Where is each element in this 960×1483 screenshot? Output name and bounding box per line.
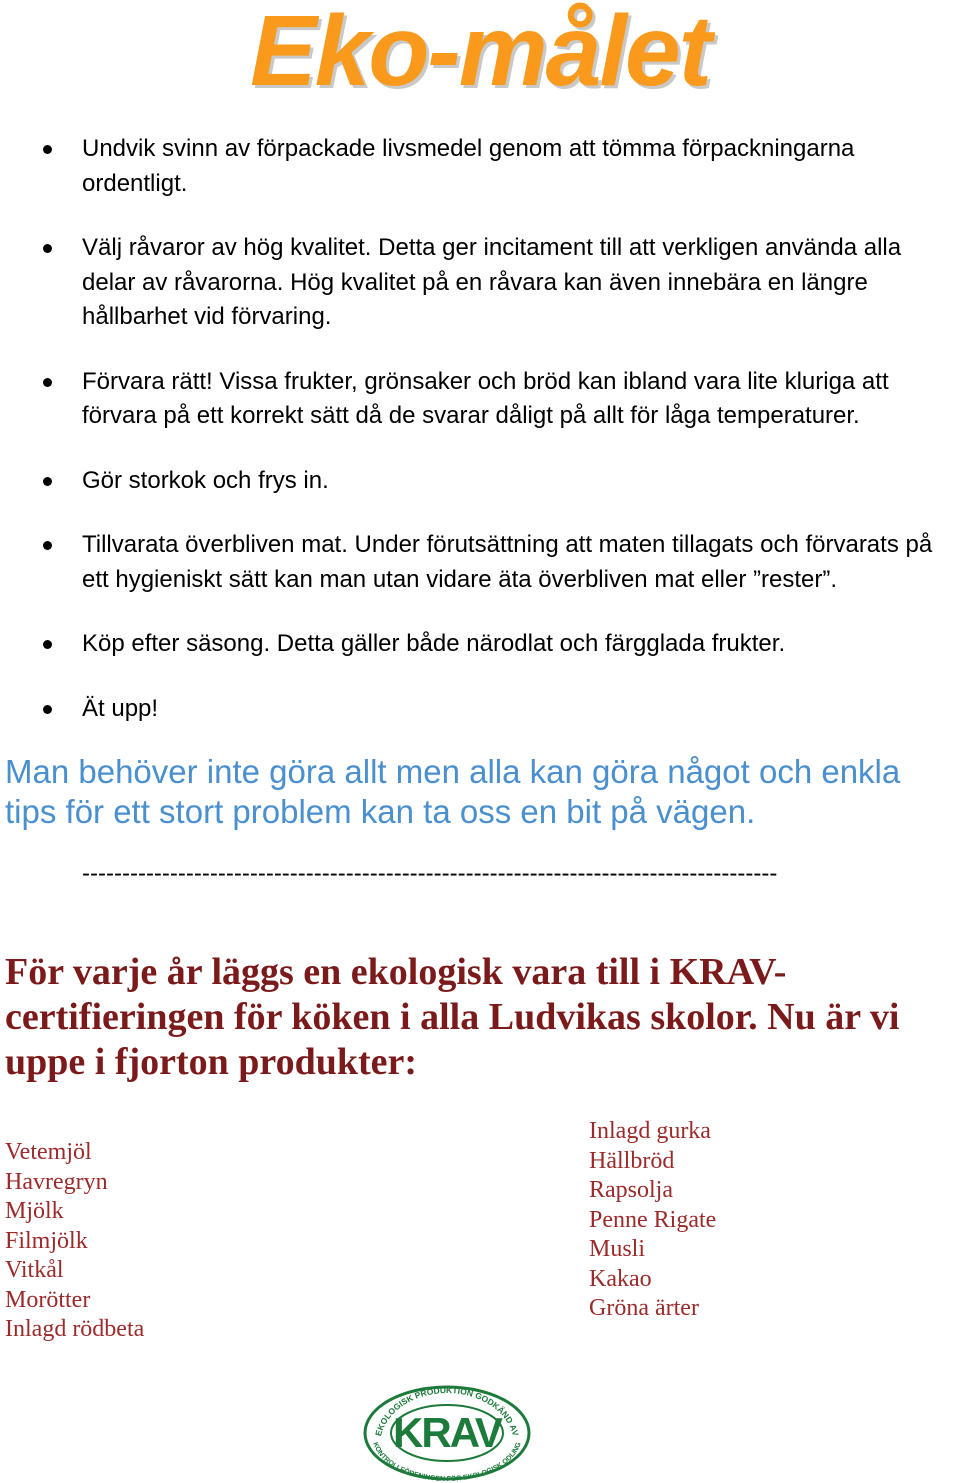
product-item: Inlagd rödbeta (5, 1316, 145, 1342)
bullet-icon (43, 145, 52, 154)
bullet-icon (43, 541, 52, 550)
products-right (589, 1117, 716, 1324)
tagline: Man behöver inte göra allt men alla kan göra något och enkla tips för ett stort problem kan ta oss en bit på vägen. (5, 753, 901, 830)
list-item-text: Ät upp! (82, 694, 159, 722)
list-item-text: Gör storkok och frys in. (82, 466, 329, 494)
divider: --------------------------------------------------------------------------------------- (82, 860, 778, 887)
list-item-text: Förvara rätt! Vissa frukter, grönsaker och bröd kan ibland vara lite kluriga att förvara på ett korrekt sätt då de svarar dåligt på allt för låga temperaturer. (82, 367, 889, 429)
list-item (0, 692, 960, 727)
bullet-icon (43, 378, 52, 387)
list-item (0, 132, 960, 201)
product-item: Penne Rigate (589, 1206, 717, 1233)
list-item (0, 528, 960, 597)
product-item: Gröna ärter (589, 1295, 699, 1321)
product-item: Morötter (5, 1286, 91, 1313)
list-item (0, 627, 960, 662)
product-item: Kakao (589, 1265, 652, 1292)
list-item (0, 365, 960, 434)
product-item: Havregryn (5, 1168, 108, 1195)
product-item: Vetemjöl (5, 1139, 92, 1165)
product-item: Filmjölk (5, 1227, 88, 1254)
krav-heading: För varje år läggs en ekologisk vara till i KRAV-certifieringen för köken i alla Ludvikas skolor. Nu är vi uppe i fjorton produkter: (5, 951, 900, 1083)
product-item: Mjölk (5, 1198, 64, 1224)
product-item: Vitkål (5, 1257, 64, 1283)
tips-list (0, 132, 960, 756)
list-item-text: Köp efter säsong. Detta gäller både närodlat och färgglada frukter. (82, 630, 786, 657)
bullet-icon (43, 705, 52, 714)
products-left (5, 1138, 144, 1345)
logo-ring-top: EKOLOGISK PRODUKTION GODKÄND AV (373, 1384, 521, 1438)
krav-logo (362, 1383, 532, 1481)
product-item: Hällbröd (589, 1147, 675, 1174)
list-item (0, 464, 960, 499)
logo-text: KRAV (393, 1409, 501, 1456)
product-item: Inlagd gurka (589, 1118, 711, 1144)
product-item: Musli (589, 1236, 646, 1262)
list-item (0, 231, 960, 335)
bullet-icon (43, 477, 52, 486)
bullet-icon (43, 244, 52, 253)
page-title: Eko-målet (250, 0, 710, 107)
logo-ring-bottom: KONTROLLFÖRENINGEN FÖR EKOLOGISK ODLING (371, 1441, 523, 1481)
bullet-icon (43, 640, 52, 649)
product-item: Rapsolja (589, 1177, 673, 1203)
list-item-text: Välj råvaror av hög kvalitet. Detta ger incitament till att verkligen använda alla delar av råvarorna. Hög kvalitet på en råvara kan även innebära en längre hållbarhet vid förvaring. (82, 234, 902, 330)
list-item-text: Tillvarata överbliven mat. Under förutsättning att maten tillagats och förvarats på ett hygieniskt sätt kan man utan vidare äta överbliven mat eller ”rester”. (82, 531, 933, 593)
list-item-text: Undvik svinn av förpackade livsmedel genom att tömma förpackningarna ordentligt. (82, 135, 855, 197)
